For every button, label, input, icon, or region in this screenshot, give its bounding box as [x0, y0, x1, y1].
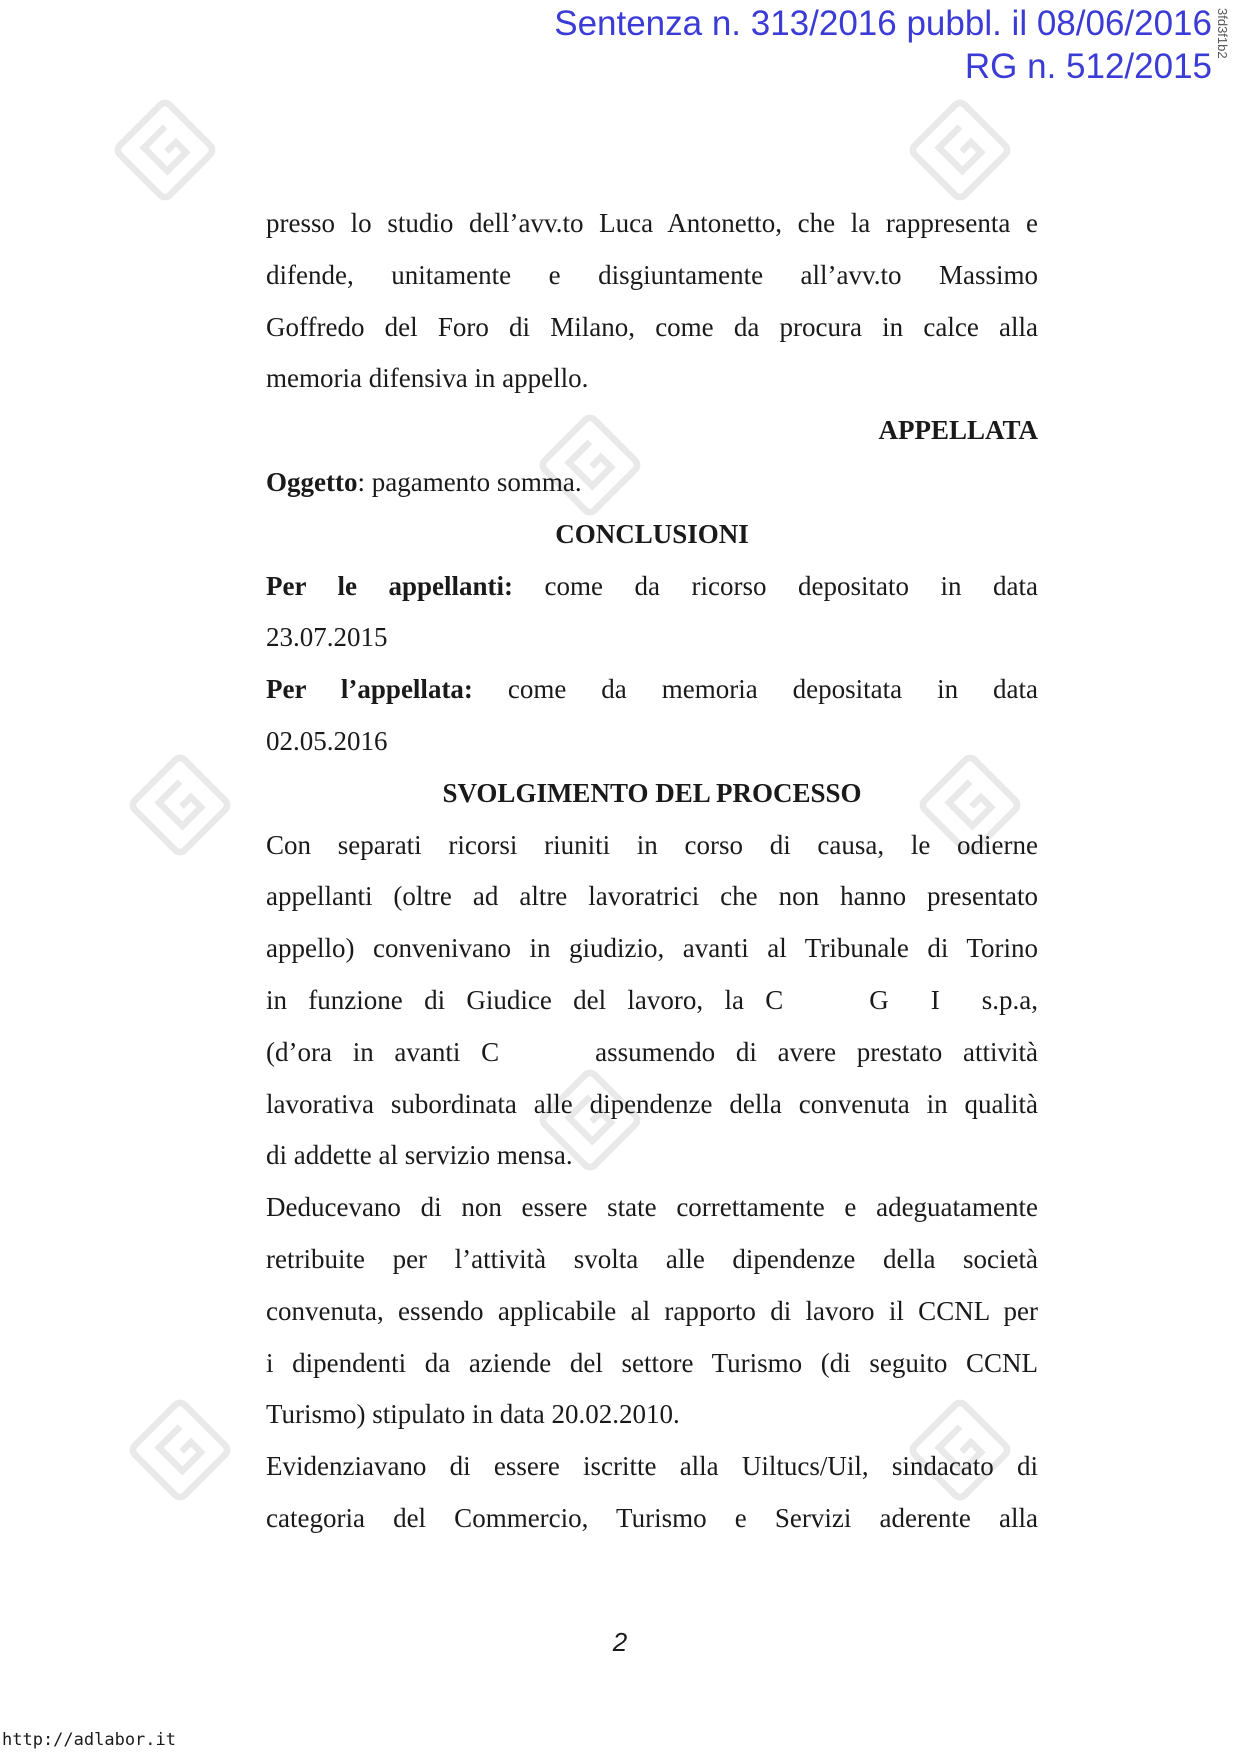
appellata-date: 02.05.2016: [266, 725, 388, 756]
g-logo-watermark-icon: [905, 95, 1015, 205]
text-segment: G: [869, 984, 889, 1015]
footer-url: http://adlabor.it: [2, 1730, 176, 1750]
rg-reference: RG n. 512/2015: [964, 47, 1212, 86]
appellanti-date: 23.07.2015: [266, 622, 388, 653]
text-line: convenuta, essendo applicabile al rapporto di lavoro il CCNL per: [266, 1295, 1038, 1326]
text-segment: in funzione di Giudice del lavoro, la C: [266, 984, 784, 1015]
appellanti-label: Per le appellanti:: [266, 570, 514, 601]
conclusioni-heading: CONCLUSIONI: [555, 518, 749, 549]
appellanti-text: come da ricorso depositato in data: [544, 570, 1038, 601]
text-line: appello) convenivano in giudizio, avanti al Tribunale di Torino: [266, 933, 1038, 964]
g-logo-watermark-icon: [110, 95, 220, 205]
text-line: appellanti (oltre ad altre lavoratrici che non hanno presentato: [266, 881, 1038, 912]
g-logo-watermark-icon: [125, 1395, 235, 1505]
text-line: di addette al servizio mensa.: [266, 1140, 573, 1171]
text-line: Con separati ricorsi riuniti in corso di causa, le odierne: [266, 829, 1038, 860]
sentence-reference: Sentenza n. 313/2016 pubbl. il 08/06/2016: [554, 4, 1212, 43]
text-segment: (d’ora in avanti C: [266, 1036, 500, 1067]
appellata-heading: APPELLATA: [878, 415, 1038, 446]
redacted-line: [266, 1027, 1038, 1079]
appellata-line: [266, 664, 1038, 716]
oggetto-line: [266, 457, 1038, 509]
text-line: presso lo studio dell’avv.to Luca Antonetto, che la rappresenta e: [266, 208, 1038, 238]
svolgimento-heading: SVOLGIMENTO DEL PROCESSO: [442, 777, 862, 808]
text-line: memoria difensiva in appello.: [266, 363, 589, 394]
appellata-text: come da memoria depositata in data: [507, 674, 1038, 705]
text-segment: assumendo di avere prestato attività: [595, 1036, 1038, 1067]
text-line: retribuite per l’attività svolta alle dipendenze della società: [266, 1243, 1038, 1274]
text-line: i dipendenti da aziende del settore Turismo (di seguito CCNL: [266, 1347, 1038, 1378]
appellata-label: Per l’appellata:: [266, 674, 473, 705]
text-line: categoria del Commercio, Turismo e Servizi aderente alla: [266, 1502, 1038, 1533]
text-segment: s.p.a,: [981, 984, 1038, 1015]
text-line: Evidenziavano di essere iscritte alla Uiltucs/Uil, sindacato di: [266, 1451, 1038, 1482]
text-line: Deducevano di non essere state correttamente e adeguatamente: [266, 1192, 1038, 1223]
g-logo-watermark-icon: [125, 750, 235, 860]
text-line: difende, unitamente e disgiuntamente all’avv.to Massimo: [266, 259, 1038, 290]
page-number: 2: [612, 1627, 628, 1657]
appellanti-line: [266, 561, 1038, 613]
oggetto-text: : pagamento somma.: [357, 466, 582, 497]
vertical-id: 3fd3f1b2: [1215, 8, 1230, 59]
document-header: [554, 2, 1212, 88]
redacted-line: [266, 975, 1038, 1027]
text-line: lavorativa subordinata alle dipendenze della convenuta in qualità: [266, 1088, 1038, 1119]
oggetto-label: Oggetto: [266, 466, 358, 497]
text-line: Goffredo del Foro di Milano, come da procura in calce alla: [266, 311, 1038, 342]
document-body: [266, 198, 1038, 1545]
text-segment: I: [930, 984, 940, 1015]
text-line: Turismo) stipulato in data 20.02.2010.: [266, 1399, 680, 1430]
